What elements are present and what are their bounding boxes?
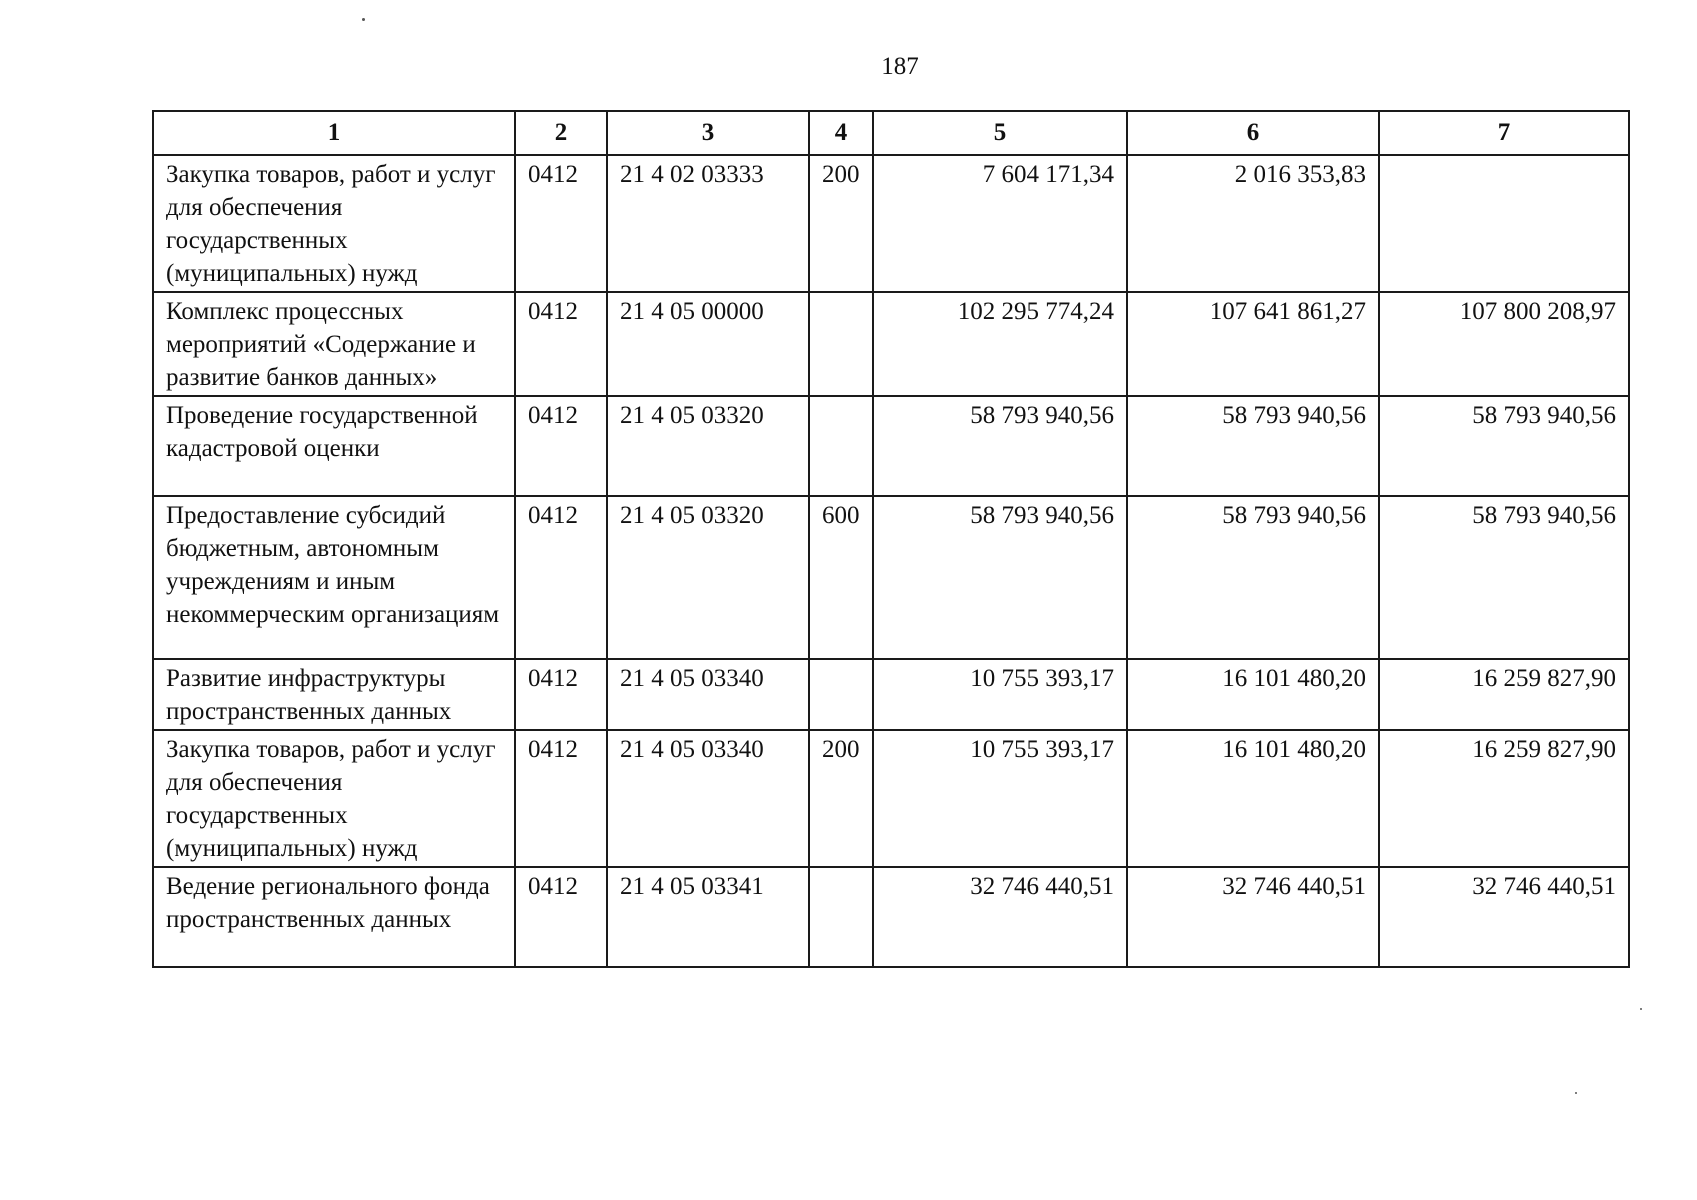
column-header: 7 xyxy=(1379,111,1629,155)
expense-type-code: 200 xyxy=(809,155,873,292)
table-row xyxy=(153,730,1629,867)
scan-speck xyxy=(1575,1092,1577,1094)
header-row xyxy=(153,111,1629,155)
budget-table xyxy=(152,110,1630,968)
column-header: 2 xyxy=(515,111,607,155)
section-code: 0412 xyxy=(515,292,607,396)
row-name: Проведение государственной кадастровой оценки xyxy=(153,396,515,496)
amount-col-5: 32 746 440,51 xyxy=(873,867,1127,967)
column-header: 3 xyxy=(607,111,809,155)
column-header: 4 xyxy=(809,111,873,155)
row-name: Ведение регионального фонда пространственных данных xyxy=(153,867,515,967)
amount-col-5: 10 755 393,17 xyxy=(873,659,1127,730)
target-article-code: 21 4 02 03333 xyxy=(607,155,809,292)
amount-col-7: 16 259 827,90 xyxy=(1379,730,1629,867)
amount-col-5: 58 793 940,56 xyxy=(873,496,1127,659)
target-article-code: 21 4 05 03340 xyxy=(607,730,809,867)
target-article-code: 21 4 05 03320 xyxy=(607,496,809,659)
row-name: Закупка товаров, работ и услуг для обеспечения государственных (муниципальных) нужд xyxy=(153,730,515,867)
amount-col-6: 32 746 440,51 xyxy=(1127,867,1379,967)
amount-col-7: 32 746 440,51 xyxy=(1379,867,1629,967)
amount-col-6: 2 016 353,83 xyxy=(1127,155,1379,292)
section-code: 0412 xyxy=(515,867,607,967)
table-row xyxy=(153,867,1629,967)
table-row xyxy=(153,496,1629,659)
expense-type-code xyxy=(809,396,873,496)
expense-type-code: 600 xyxy=(809,496,873,659)
table-row xyxy=(153,292,1629,396)
amount-col-7: 107 800 208,97 xyxy=(1379,292,1629,396)
amount-col-6: 16 101 480,20 xyxy=(1127,659,1379,730)
table-row xyxy=(153,659,1629,730)
amount-col-7 xyxy=(1379,155,1629,292)
table-row xyxy=(153,396,1629,496)
amount-col-6: 107 641 861,27 xyxy=(1127,292,1379,396)
expense-type-code: 200 xyxy=(809,730,873,867)
target-article-code: 21 4 05 03320 xyxy=(607,396,809,496)
section-code: 0412 xyxy=(515,659,607,730)
target-article-code: 21 4 05 03340 xyxy=(607,659,809,730)
amount-col-7: 58 793 940,56 xyxy=(1379,396,1629,496)
amount-col-7: 58 793 940,56 xyxy=(1379,496,1629,659)
section-code: 0412 xyxy=(515,155,607,292)
amount-col-5: 10 755 393,17 xyxy=(873,730,1127,867)
row-name: Предоставление субсидий бюджетным, автономным учреждениям и иным некоммерческим организациям xyxy=(153,496,515,659)
target-article-code: 21 4 05 00000 xyxy=(607,292,809,396)
scan-speck xyxy=(362,18,365,21)
amount-col-5: 7 604 171,34 xyxy=(873,155,1127,292)
row-name: Комплекс процессных мероприятий «Содержание и развитие банков данных» xyxy=(153,292,515,396)
row-name: Развитие инфраструктуры пространственных данных xyxy=(153,659,515,730)
expense-type-code xyxy=(809,867,873,967)
scan-speck xyxy=(1640,1008,1642,1010)
column-header: 1 xyxy=(153,111,515,155)
section-code: 0412 xyxy=(515,730,607,867)
section-code: 0412 xyxy=(515,396,607,496)
amount-col-5: 102 295 774,24 xyxy=(873,292,1127,396)
row-name: Закупка товаров, работ и услуг для обеспечения государственных (муниципальных) нужд xyxy=(153,155,515,292)
amount-col-6: 16 101 480,20 xyxy=(1127,730,1379,867)
amount-col-6: 58 793 940,56 xyxy=(1127,396,1379,496)
column-header: 6 xyxy=(1127,111,1379,155)
amount-col-5: 58 793 940,56 xyxy=(873,396,1127,496)
amount-col-6: 58 793 940,56 xyxy=(1127,496,1379,659)
target-article-code: 21 4 05 03341 xyxy=(607,867,809,967)
section-code: 0412 xyxy=(515,496,607,659)
expense-type-code xyxy=(809,659,873,730)
page-number: 187 xyxy=(881,53,919,80)
column-header: 5 xyxy=(873,111,1127,155)
expense-type-code xyxy=(809,292,873,396)
amount-col-7: 16 259 827,90 xyxy=(1379,659,1629,730)
table-row xyxy=(153,155,1629,292)
